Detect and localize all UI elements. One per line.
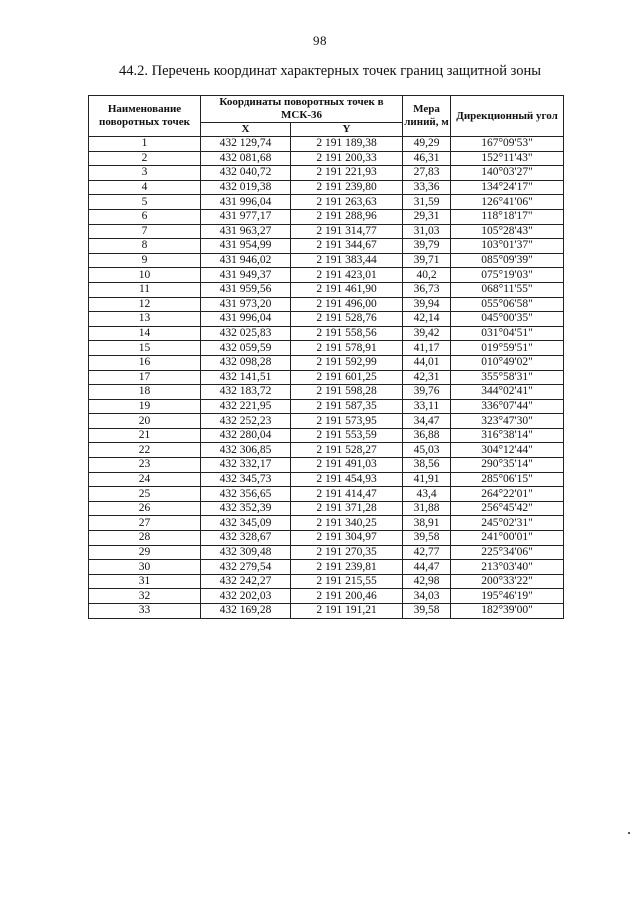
table-row (89, 443, 564, 458)
cell-y: 2 191 371,28 (291, 501, 403, 516)
cell-line-length: 34,47 (403, 414, 451, 429)
header-point-name: Наименование поворотных точек (89, 96, 201, 137)
cell-x: 432 221,95 (201, 399, 291, 414)
cell-line-length: 36,88 (403, 428, 451, 443)
cell-x: 432 309,48 (201, 545, 291, 560)
cell-line-length: 39,42 (403, 326, 451, 341)
cell-direction-angle: 245°02'31" (451, 516, 564, 531)
cell-direction-angle: 195°46'19" (451, 589, 564, 604)
table-row (89, 312, 564, 327)
cell-x: 432 081,68 (201, 151, 291, 166)
cell-direction-angle: 126°41'06" (451, 195, 564, 210)
cell-line-length: 31,59 (403, 195, 451, 210)
cell-point-number: 32 (89, 589, 201, 604)
cell-x: 431 959,56 (201, 282, 291, 297)
table-row (89, 297, 564, 312)
cell-point-number: 30 (89, 560, 201, 575)
cell-line-length: 39,71 (403, 253, 451, 268)
cell-y: 2 191 191,21 (291, 604, 403, 619)
cell-y: 2 191 528,76 (291, 312, 403, 327)
cell-point-number: 4 (89, 180, 201, 195)
table-row (89, 501, 564, 516)
cell-line-length: 33,11 (403, 399, 451, 414)
cell-direction-angle: 105°28'43" (451, 224, 564, 239)
table-row (89, 137, 564, 152)
table-row (89, 224, 564, 239)
cell-point-number: 15 (89, 341, 201, 356)
cell-y: 2 191 587,35 (291, 399, 403, 414)
header-line-length: Мера линий, м (403, 96, 451, 137)
cell-y: 2 191 553,59 (291, 428, 403, 443)
table-header (89, 96, 564, 137)
cell-direction-angle: 031°04'51" (451, 326, 564, 341)
cell-line-length: 39,76 (403, 385, 451, 400)
cell-x: 432 328,67 (201, 531, 291, 546)
cell-y: 2 191 270,35 (291, 545, 403, 560)
cell-x: 432 332,17 (201, 458, 291, 473)
cell-line-length: 44,01 (403, 355, 451, 370)
table-body (89, 137, 564, 619)
cell-x: 432 279,54 (201, 560, 291, 575)
cell-point-number: 9 (89, 253, 201, 268)
cell-x: 432 183,72 (201, 385, 291, 400)
cell-direction-angle: 055°06'58" (451, 297, 564, 312)
cell-x: 432 252,23 (201, 414, 291, 429)
cell-direction-angle: 152°11'43" (451, 151, 564, 166)
cell-y: 2 191 221,93 (291, 166, 403, 181)
cell-point-number: 3 (89, 166, 201, 181)
cell-y: 2 191 239,81 (291, 560, 403, 575)
table-row (89, 341, 564, 356)
cell-y: 2 191 239,80 (291, 180, 403, 195)
cell-y: 2 191 454,93 (291, 472, 403, 487)
table-row (89, 151, 564, 166)
cell-point-number: 6 (89, 209, 201, 224)
cell-direction-angle: 103°01'37" (451, 239, 564, 254)
cell-x: 431 996,04 (201, 312, 291, 327)
cell-x: 432 345,09 (201, 516, 291, 531)
cell-x: 432 202,03 (201, 589, 291, 604)
cell-y: 2 191 414,47 (291, 487, 403, 502)
cell-y: 2 191 215,55 (291, 574, 403, 589)
cell-x: 431 946,02 (201, 253, 291, 268)
cell-direction-angle: 336°07'44" (451, 399, 564, 414)
cell-line-length: 46,31 (403, 151, 451, 166)
cell-line-length: 42,14 (403, 312, 451, 327)
cell-y: 2 191 461,90 (291, 282, 403, 297)
cell-x: 432 352,39 (201, 501, 291, 516)
cell-point-number: 20 (89, 414, 201, 429)
cell-direction-angle: 290°35'14" (451, 458, 564, 473)
cell-x: 432 141,51 (201, 370, 291, 385)
cell-line-length: 31,03 (403, 224, 451, 239)
header-coordinates: Координаты поворотных точек в МСК-36 (201, 96, 403, 123)
cell-line-length: 42,77 (403, 545, 451, 560)
cell-x: 432 169,28 (201, 604, 291, 619)
cell-y: 2 191 383,44 (291, 253, 403, 268)
table-row (89, 604, 564, 619)
cell-line-length: 42,31 (403, 370, 451, 385)
cell-point-number: 8 (89, 239, 201, 254)
cell-direction-angle: 075°19'03" (451, 268, 564, 283)
cell-line-length: 41,17 (403, 341, 451, 356)
cell-direction-angle: 068°11'55" (451, 282, 564, 297)
header-x: X (201, 123, 291, 137)
cell-x: 431 996,04 (201, 195, 291, 210)
cell-y: 2 191 528,27 (291, 443, 403, 458)
cell-point-number: 12 (89, 297, 201, 312)
cell-y: 2 191 496,00 (291, 297, 403, 312)
cell-direction-angle: 010°49'02" (451, 355, 564, 370)
coordinates-table (88, 95, 564, 619)
cell-point-number: 14 (89, 326, 201, 341)
cell-line-length: 31,88 (403, 501, 451, 516)
cell-point-number: 21 (89, 428, 201, 443)
cell-line-length: 33,36 (403, 180, 451, 195)
cell-x: 432 025,83 (201, 326, 291, 341)
cell-x: 432 059,59 (201, 341, 291, 356)
cell-x: 432 345,73 (201, 472, 291, 487)
cell-x: 432 242,27 (201, 574, 291, 589)
cell-point-number: 23 (89, 458, 201, 473)
cell-y: 2 191 578,91 (291, 341, 403, 356)
scan-artifact-dot (628, 832, 630, 834)
cell-y: 2 191 340,25 (291, 516, 403, 531)
cell-line-length: 34,03 (403, 589, 451, 604)
table-row (89, 458, 564, 473)
cell-y: 2 191 200,46 (291, 589, 403, 604)
cell-point-number: 10 (89, 268, 201, 283)
header-y: Y (291, 123, 403, 137)
cell-x: 431 954,99 (201, 239, 291, 254)
table-row (89, 574, 564, 589)
cell-direction-angle: 256°45'42" (451, 501, 564, 516)
cell-point-number: 22 (89, 443, 201, 458)
cell-line-length: 29,31 (403, 209, 451, 224)
cell-x: 432 306,85 (201, 443, 291, 458)
cell-line-length: 45,03 (403, 443, 451, 458)
header-direction-angle: Дирекционный угол (451, 96, 564, 137)
cell-direction-angle: 323°47'30" (451, 414, 564, 429)
cell-x: 431 949,37 (201, 268, 291, 283)
table-row (89, 545, 564, 560)
cell-x: 432 356,65 (201, 487, 291, 502)
cell-direction-angle: 344°02'41" (451, 385, 564, 400)
cell-y: 2 191 601,25 (291, 370, 403, 385)
table-row (89, 487, 564, 502)
cell-direction-angle: 285°06'15" (451, 472, 564, 487)
cell-y: 2 191 304,97 (291, 531, 403, 546)
cell-x: 431 963,27 (201, 224, 291, 239)
cell-point-number: 16 (89, 355, 201, 370)
cell-direction-angle: 118°18'17" (451, 209, 564, 224)
cell-x: 431 973,20 (201, 297, 291, 312)
cell-line-length: 42,98 (403, 574, 451, 589)
table-row (89, 472, 564, 487)
cell-line-length: 38,91 (403, 516, 451, 531)
cell-point-number: 1 (89, 137, 201, 152)
cell-direction-angle: 213°03'40" (451, 560, 564, 575)
cell-line-length: 39,58 (403, 531, 451, 546)
cell-x: 432 019,38 (201, 180, 291, 195)
table-row (89, 370, 564, 385)
cell-line-length: 39,58 (403, 604, 451, 619)
cell-point-number: 29 (89, 545, 201, 560)
cell-direction-angle: 019°59'51" (451, 341, 564, 356)
table-row (89, 326, 564, 341)
table-row (89, 239, 564, 254)
cell-line-length: 38,56 (403, 458, 451, 473)
cell-y: 2 191 288,96 (291, 209, 403, 224)
cell-line-length: 43,4 (403, 487, 451, 502)
table-row (89, 166, 564, 181)
cell-y: 2 191 558,56 (291, 326, 403, 341)
table-row (89, 385, 564, 400)
table-row (89, 355, 564, 370)
cell-direction-angle: 134°24'17" (451, 180, 564, 195)
cell-line-length: 41,91 (403, 472, 451, 487)
table-row (89, 209, 564, 224)
cell-line-length: 39,79 (403, 239, 451, 254)
cell-y: 2 191 263,63 (291, 195, 403, 210)
cell-point-number: 24 (89, 472, 201, 487)
cell-x: 432 098,28 (201, 355, 291, 370)
table-row (89, 531, 564, 546)
cell-point-number: 31 (89, 574, 201, 589)
cell-direction-angle: 316°38'14" (451, 428, 564, 443)
cell-point-number: 27 (89, 516, 201, 531)
table-row (89, 399, 564, 414)
table-row (89, 414, 564, 429)
cell-y: 2 191 573,95 (291, 414, 403, 429)
cell-point-number: 5 (89, 195, 201, 210)
table-row (89, 516, 564, 531)
cell-point-number: 13 (89, 312, 201, 327)
cell-point-number: 33 (89, 604, 201, 619)
cell-point-number: 2 (89, 151, 201, 166)
table-row (89, 282, 564, 297)
table-row (89, 589, 564, 604)
cell-line-length: 40,2 (403, 268, 451, 283)
cell-y: 2 191 491,03 (291, 458, 403, 473)
cell-y: 2 191 344,67 (291, 239, 403, 254)
cell-x: 432 280,04 (201, 428, 291, 443)
cell-line-length: 27,83 (403, 166, 451, 181)
cell-point-number: 25 (89, 487, 201, 502)
cell-y: 2 191 423,01 (291, 268, 403, 283)
cell-y: 2 191 200,33 (291, 151, 403, 166)
cell-point-number: 17 (89, 370, 201, 385)
table-row (89, 180, 564, 195)
table-row (89, 428, 564, 443)
cell-point-number: 18 (89, 385, 201, 400)
cell-x: 432 040,72 (201, 166, 291, 181)
document-title: 44.2. Перечень координат характерных точек границ защитной зоны (119, 63, 541, 79)
cell-y: 2 191 598,28 (291, 385, 403, 400)
cell-direction-angle: 225°34'06" (451, 545, 564, 560)
table-row (89, 560, 564, 575)
cell-point-number: 26 (89, 501, 201, 516)
cell-line-length: 49,29 (403, 137, 451, 152)
table-row (89, 253, 564, 268)
cell-direction-angle: 167°09'53" (451, 137, 564, 152)
cell-direction-angle: 140°03'27" (451, 166, 564, 181)
cell-y: 2 191 189,38 (291, 137, 403, 152)
cell-point-number: 19 (89, 399, 201, 414)
cell-direction-angle: 045°00'35" (451, 312, 564, 327)
cell-point-number: 28 (89, 531, 201, 546)
cell-point-number: 7 (89, 224, 201, 239)
cell-x: 432 129,74 (201, 137, 291, 152)
cell-line-length: 44,47 (403, 560, 451, 575)
cell-line-length: 36,73 (403, 282, 451, 297)
cell-line-length: 39,94 (403, 297, 451, 312)
cell-direction-angle: 264°22'01" (451, 487, 564, 502)
cell-direction-angle: 241°00'01" (451, 531, 564, 546)
cell-direction-angle: 085°09'39" (451, 253, 564, 268)
cell-direction-angle: 304°12'44" (451, 443, 564, 458)
table-row (89, 195, 564, 210)
page-number: 98 (313, 33, 327, 48)
cell-y: 2 191 592,99 (291, 355, 403, 370)
cell-y: 2 191 314,77 (291, 224, 403, 239)
table-row (89, 268, 564, 283)
cell-x: 431 977,17 (201, 209, 291, 224)
cell-point-number: 11 (89, 282, 201, 297)
cell-direction-angle: 355°58'31" (451, 370, 564, 385)
cell-direction-angle: 182°39'00" (451, 604, 564, 619)
cell-direction-angle: 200°33'22" (451, 574, 564, 589)
